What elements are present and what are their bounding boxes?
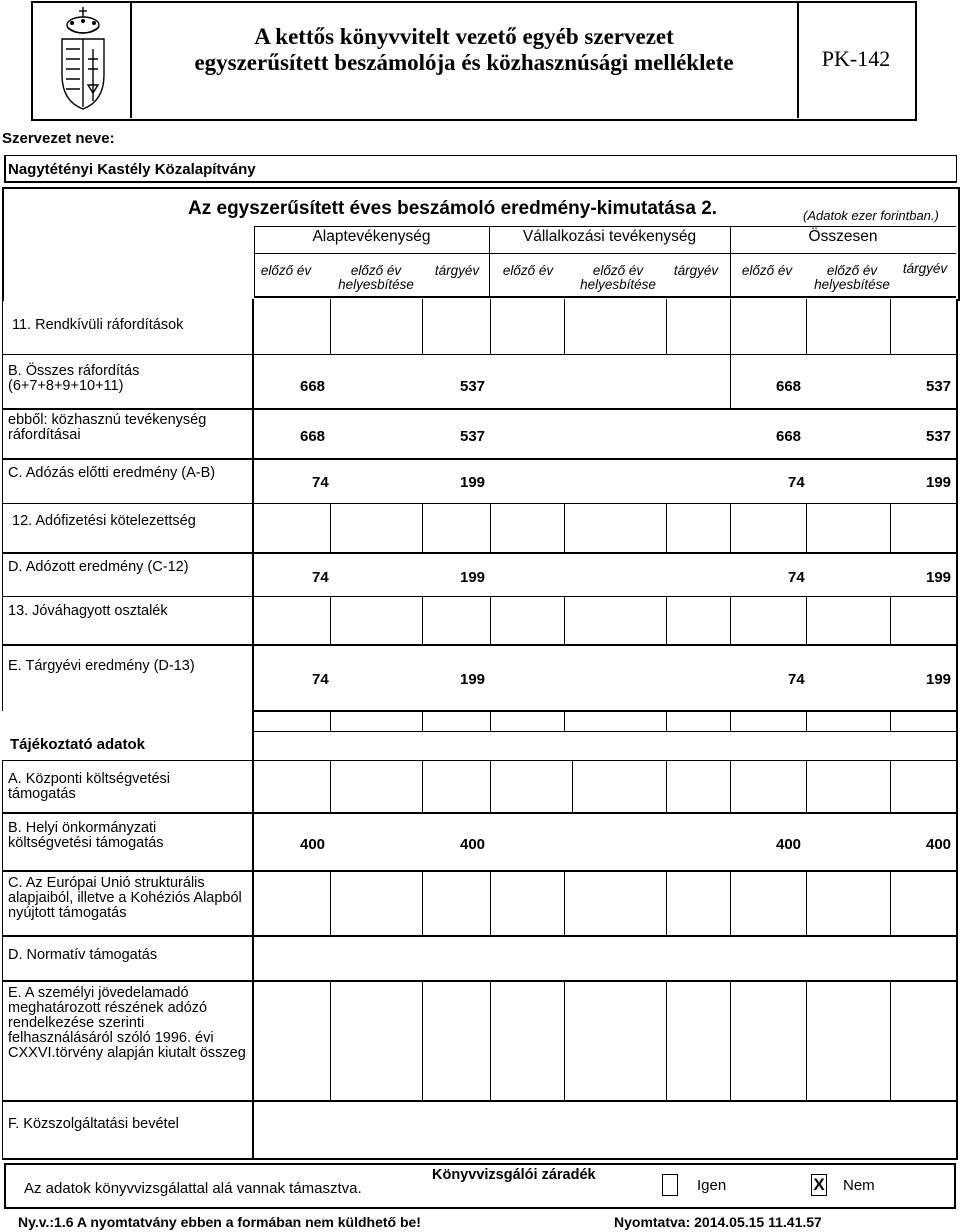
audit-yes-label: Igen — [697, 1177, 727, 1194]
group-total: Összesen — [808, 228, 878, 245]
val-d-curr: 199 — [460, 569, 486, 586]
col-corr-business: előző év helyesbítése — [580, 263, 656, 292]
org-name: Nagytétényi Kastély Közalapítvány — [8, 161, 256, 178]
val-b-tot-prev: 668 — [776, 378, 802, 395]
val-c-tot-curr: 199 — [926, 474, 952, 491]
row-label-e: E. Tárgyévi eredmény (D-13) — [8, 658, 195, 674]
col-prev-total: előző év — [741, 263, 793, 278]
info-label-e: E. A személyi jövedelamadó meghatározott részének adózó rendelkezése szerinti felhasználásáról szóló 1996. évi CXXVI.törvény alapján kiutalt összeg — [8, 985, 246, 1061]
val-c-curr: 199 — [460, 474, 486, 491]
col-curr-basic: tárgyév — [434, 263, 480, 278]
info-label-d: D. Normatív támogatás — [8, 947, 158, 963]
val-b-curr: 537 — [460, 378, 486, 395]
check-mark-icon: X — [813, 1175, 825, 1194]
row-label-c: C. Adózás előtti eredmény (A-B) — [8, 465, 216, 481]
val-info-b-tot-prev: 400 — [776, 836, 802, 853]
val-e-tot-curr: 199 — [926, 671, 952, 688]
col-prev-basic: előző év — [260, 263, 312, 278]
val-bk-prev: 668 — [300, 428, 326, 445]
form-title-line2: egyszerűsített beszámolója és közhasznúsági melléklete — [194, 50, 734, 75]
val-c-tot-prev: 74 — [788, 474, 805, 491]
val-bk-tot-prev: 668 — [776, 428, 802, 445]
val-info-b-prev: 400 — [300, 836, 326, 853]
info-label-c: C. Az Európai Unió strukturális alapjaiból, illetve a Kohéziós Alapból nyújtott támogatás — [8, 875, 242, 921]
audit-text: Az adatok könyvvizsgálattal alá vannak támasztva. — [24, 1180, 362, 1197]
col-prev-business: előző év — [502, 263, 554, 278]
audit-yes-checkbox[interactable] — [662, 1174, 678, 1196]
coat-of-arms-icon — [52, 5, 114, 113]
org-label: Szervezet neve: — [2, 130, 115, 147]
form-title-line1: A kettős könyvvitelt vezető egyéb szervezet — [254, 24, 674, 49]
footer-version-note: Ny.v.:1.6 A nyomtatvány ebben a formában nem küldhető be! — [18, 1214, 421, 1230]
info-label-a: A. Központi költségvetési támogatás — [8, 771, 171, 802]
row-label-d: D. Adózott eredmény (C-12) — [8, 559, 189, 575]
col-corr-total: előző év helyesbítése — [814, 263, 890, 292]
group-basic: Alaptevékenység — [312, 228, 431, 245]
report-title: Az egyszerűsített éves beszámoló eredmény-kimutatása 2. — [188, 198, 718, 219]
row-label-b: B. Összes ráfordítás (6+7+8+9+10+11) — [8, 363, 140, 394]
form-title — [134, 24, 794, 76]
col-curr-total: tárgyév — [902, 261, 948, 276]
val-c-prev: 74 — [312, 474, 329, 491]
row-label-b-kozhasznu: ebből: közhasznú tevékenység ráfordításai — [8, 412, 207, 443]
info-label-b: B. Helyi önkormányzati költségvetési támogatás — [8, 820, 164, 851]
report-unit: (Adatok ezer forintban.) — [803, 208, 939, 223]
val-info-b-curr: 400 — [460, 836, 486, 853]
group-business: Vállalkozási tevékenység — [522, 228, 697, 245]
val-d-tot-curr: 199 — [926, 569, 952, 586]
val-b-prev: 668 — [300, 378, 326, 395]
val-e-curr: 199 — [460, 671, 486, 688]
row-label-13: 13. Jóváhagyott osztalék — [8, 603, 168, 619]
val-bk-tot-curr: 537 — [926, 428, 952, 445]
val-b-tot-curr: 537 — [926, 378, 952, 395]
val-d-prev: 74 — [312, 569, 329, 586]
audit-no-checkbox[interactable] — [811, 1174, 827, 1196]
info-section-title: Tájékoztató adatok — [10, 736, 146, 753]
val-e-tot-prev: 74 — [788, 671, 805, 688]
col-curr-business: tárgyév — [673, 263, 719, 278]
val-info-b-tot-curr: 400 — [926, 836, 952, 853]
audit-no-label: Nem — [843, 1177, 875, 1194]
col-corr-basic: előző év helyesbítése — [338, 263, 414, 292]
footer-print-date: Nyomtatva: 2014.05.15 11.41.57 — [614, 1214, 822, 1230]
audit-title: Könyvvizsgálói záradék — [432, 1167, 596, 1183]
row-label-12: 12. Adófizetési kötelezettség — [12, 513, 196, 529]
row-label-11: 11. Rendkívüli ráfordítások — [12, 317, 184, 333]
val-e-prev: 74 — [312, 671, 329, 688]
form-code: PK-142 — [821, 46, 891, 71]
info-label-f: F. Közszolgáltatási bevétel — [8, 1116, 179, 1132]
val-bk-curr: 537 — [460, 428, 486, 445]
val-d-tot-prev: 74 — [788, 569, 805, 586]
